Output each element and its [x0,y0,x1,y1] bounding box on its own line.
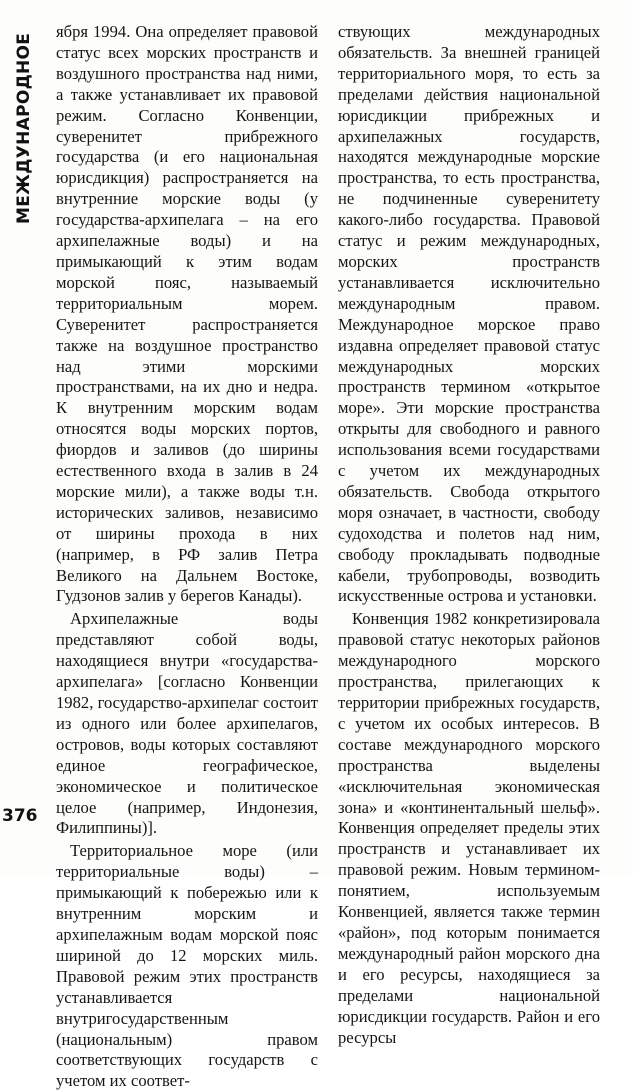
paragraph: Конвенция 1982 конкретизировала правовой статус некоторых районов международного морского пространства, прилегающих к территории прибрежных государств, с учетом их особых интересов. В составе международного морского пространства выделены «исключительная экономическая зона» и «континентальный шельф». Конвенция определяет пределы этих пространств и устанавливает их правовой режим. Новым термином-понятием, используемым Конвенцией, является также термин «район», под которым понимается международный район морского дна и его ресурсы, находящиеся за пределами национальной юрисдикции государств. Район и его ресурсы [338,609,600,1047]
page-number: 376 [2,806,38,826]
paragraph: ября 1994. Она определяет правовой статус всех морских пространств и воздушного пространства над ними, а также устанавливает их правовой режим. Согласно Конвенции, суверенитет прибрежного государства (и его национальная юрисдикция) распространяется на внутренние морские воды (у государства-архипелага – на его архипелажные воды) и на примыкающий к этим водам морской пояс, называемый территориальным морем. Суверенитет распространяется также на воздушное пространство над этими морскими пространствами, на их дно и недра. К внутренним морским водам относятся воды морских портов, фиордов и заливов (до ширины естественного входа в залив в 24 морские мили), а также воды т.н. исторических заливов, независимо от ширины прохода в них (например, в РФ залив Петра Великого на Дальнем Востоке, Гудзонов залив у берегов Канады). [56,22,318,606]
paragraph: Территориальное море (или территориальные воды) – примыкающий к побережью или к внутренним морским и архипелажным водам морской пояс шириной до 12 морских миль. Правовой режим этих пространств устанавливается внутригосударственным (национальным) правом соответствующих государств с учетом их соответ- [56,841,318,1091]
left-column [56,22,318,1092]
right-column [338,22,600,1048]
section-title: МЕЖДУНАРОДНОЕ [14,32,34,224]
paragraph: ствующих международных обязательств. За внешней границей территориального моря, то есть за пределами действия национальной юрисдикции прибрежных и архипелажных государств, находятся международные морские пространства, то есть пространства, не подчиненные суверенитету какого-либо государства. Правовой статус и режим международных, морских пространств устанавливается исключительно международным правом. Международное морское право издавна определяет правовой статус международных морских пространств термином «открытое море». Эти морские пространства открыты для свободного и равного использования всеми государствами с учетом их международных обязательств. Свобода открытого моря означает, в частности, свободу судоходства и полетов над ним, свободу прокладывать подводные кабели, трубопроводы, возводить искусственные острова и установки. [338,22,600,606]
paragraph: Архипелажные воды представляют собой воды, находящиеся внутри «государства-архипелага» [согласно Конвенции 1982, государство-архипелаг состоит из одного или более архипелагов, островов, воды которых составляют единое географическое, экономическое и политическое целое (например, Индонезия, Филиппины)]. [56,609,318,838]
running-head [6,24,46,224]
